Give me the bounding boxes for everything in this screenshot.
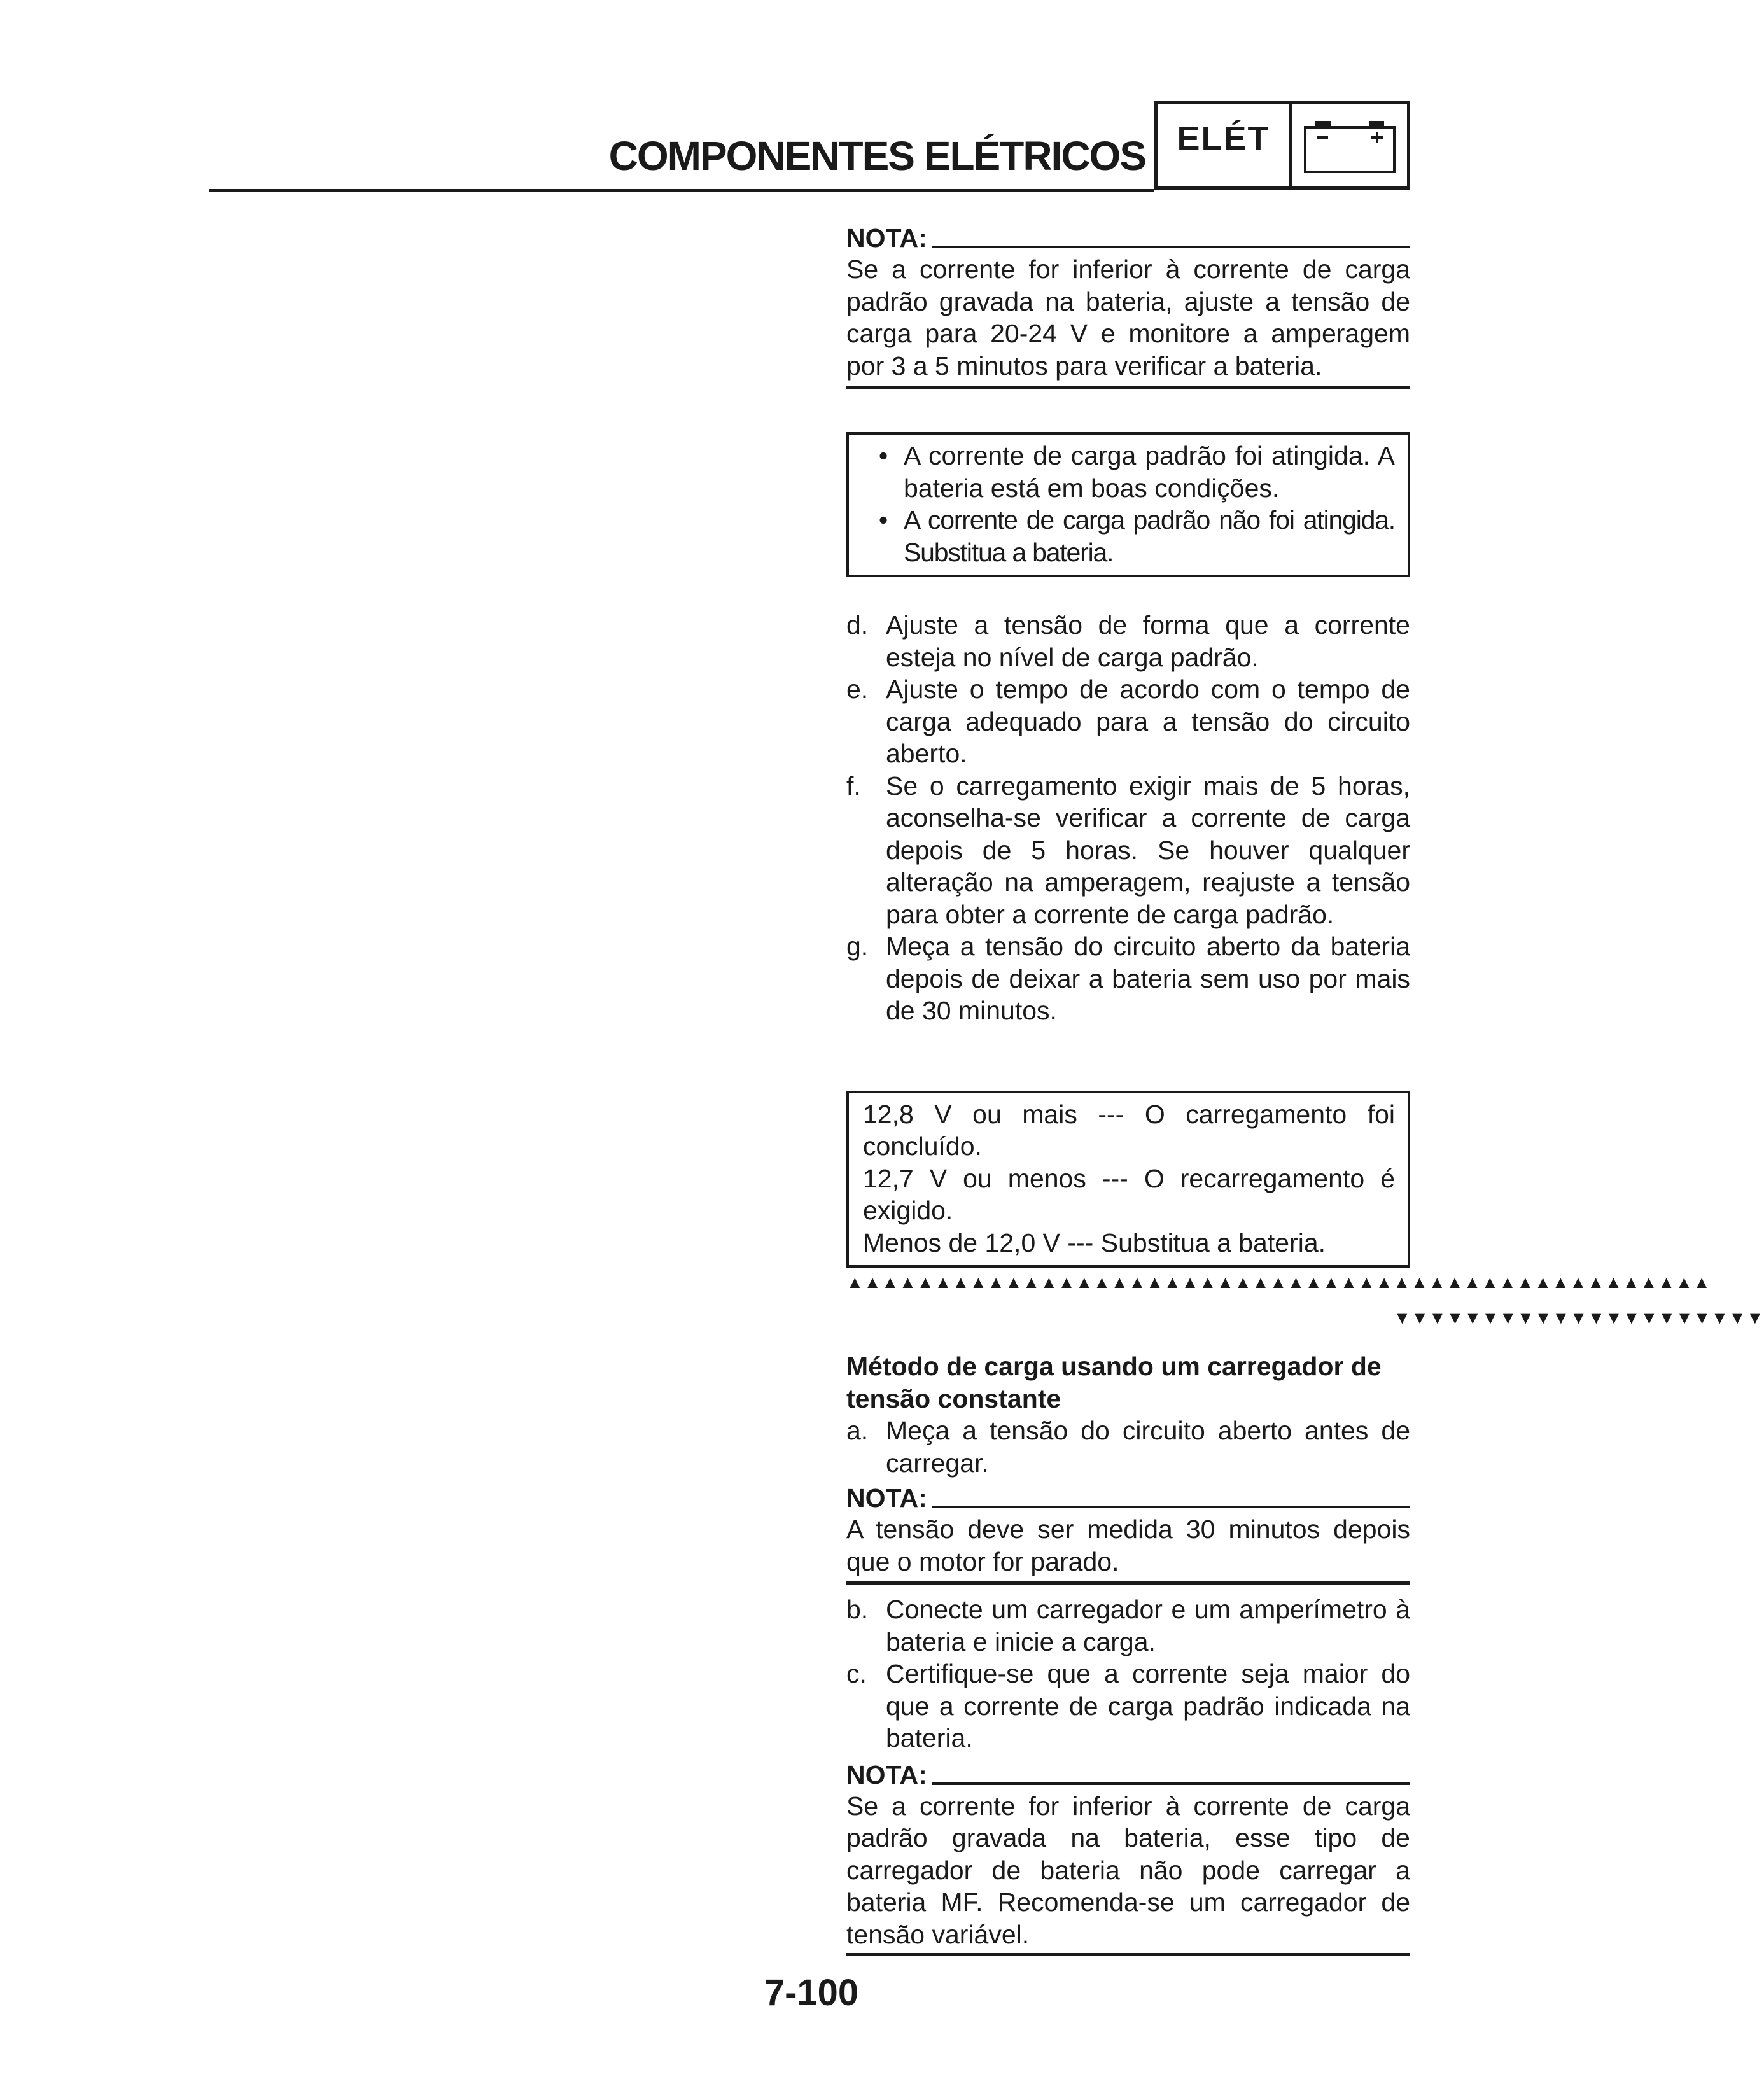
step-text: Conecte um carregador e um amperímetro à bateria e inicie a carga. [886, 1595, 1410, 1656]
note-text: Se a corrente for inferior à corrente de carga padrão gravada na bateria, esse tipo de carregador de bateria não pode carregar a bateria MF. Recomenda-se um carregador de tensão variável. [846, 1791, 1410, 1949]
note-block [846, 1483, 1410, 1585]
step-text: Ajuste a tensão de forma que a corrente esteja no nível de carga padrão. [886, 610, 1410, 672]
bullet: • [878, 441, 888, 470]
step-marker: b. [846, 1595, 869, 1624]
list-item [846, 930, 1410, 1027]
box-line: Menos de 12,0 V --- Substitua a bateria. [863, 1228, 1326, 1257]
list-item [846, 770, 1410, 931]
step-text: Certifique-se que a corrente seja maior do que a corrente de carga padrão indicada na bateria. [886, 1659, 1410, 1753]
list-item [863, 504, 1395, 568]
note-block [846, 223, 1410, 389]
step-list [846, 1593, 1410, 1754]
step-marker: d. [846, 610, 869, 640]
note-label: NOTA: [846, 223, 927, 253]
note-heading [846, 1760, 1410, 1790]
bullet: • [878, 505, 888, 535]
list-item [846, 1658, 1410, 1754]
note-block [846, 1760, 1410, 1957]
section-badge-label: ELÉT [1158, 104, 1292, 186]
page-number: 7-100 [764, 1972, 859, 2013]
list-item [846, 1593, 1410, 1658]
note-label: NOTA: [846, 1760, 927, 1789]
header-rule [209, 189, 1154, 192]
note-heading [846, 1483, 1410, 1513]
page-title: COMPONENTES ELÉTRICOS [608, 133, 1145, 179]
step-marker: a. [846, 1416, 869, 1445]
step-text: Meça a tensão do circuito aberto da bateria depois de deixar a bateria sem uso por mais de 30 minutos. [886, 932, 1410, 1025]
box-line: 12,7 V ou menos --- O recarregamento é exigido. [863, 1163, 1395, 1225]
note-heading [846, 223, 1410, 253]
step-marker: g. [846, 932, 869, 961]
note-label: NOTA: [846, 1483, 927, 1513]
note-text: A tensão deve ser medida 30 minutos depois que o motor for parado. [846, 1515, 1410, 1576]
list-item-text: A corrente de carga padrão foi atingida. A bateria está em boas condições. [904, 441, 1395, 503]
list-item-text: A corrente de carga padrão não foi atingida. Substitua a bateria. [904, 505, 1395, 567]
section-badge [1154, 101, 1410, 190]
section-constant-voltage [846, 1350, 1410, 1956]
step-list [846, 609, 1410, 1027]
list-item [863, 440, 1395, 504]
list-item [846, 1415, 1410, 1479]
step-text: Se o carregamento exigir mais de 5 horas, aconselha-se verificar a corrente de carga depois de 5 horas. Se houver qualquer alteração na amperagem, reajuste a tensão para obter a corrente de carga padrão. [886, 771, 1410, 929]
step-marker: e. [846, 675, 869, 704]
end-separator: ▲▲▲▲▲▲▲▲▲▲▲▲▲▲▲▲▲▲▲▲▲▲▲▲▲▲▲▲▲▲▲▲▲▲▲▲▲▲▲▲▲▲▲▲▲▲▲▲▲ [846, 1273, 1711, 1292]
box-line: 12,8 V ou mais --- O carregamento foi concluído. [863, 1099, 1395, 1161]
list-item [846, 673, 1410, 770]
main-column [846, 223, 1711, 1292]
step-marker: c. [846, 1659, 867, 1688]
step-text: Ajuste o tempo de acordo com o tempo de carga adequado para a tensão do circuito aberto. [886, 675, 1410, 768]
step-text: Meça a tensão do circuito aberto antes de carregar. [886, 1416, 1410, 1478]
start-separator: ▼▼▼▼▼▼▼▼▼▼▼▼▼▼▼▼▼▼▼▼▼ [1394, 1308, 1764, 1327]
section-heading: Método de carga usando um carregador de tensão constante [846, 1352, 1382, 1413]
list-item [846, 609, 1410, 673]
voltage-box [846, 1091, 1410, 1268]
note-text: Se a corrente for inferior à corrente de carga padrão gravada na bateria, ajuste a tensão de carga para 20-24 V e monitore a amperagem por 3 a 5 minutos para verificar a bateria. [846, 255, 1410, 381]
battery-icon [1292, 104, 1407, 186]
step-marker: f. [846, 771, 861, 801]
result-box [846, 432, 1410, 577]
